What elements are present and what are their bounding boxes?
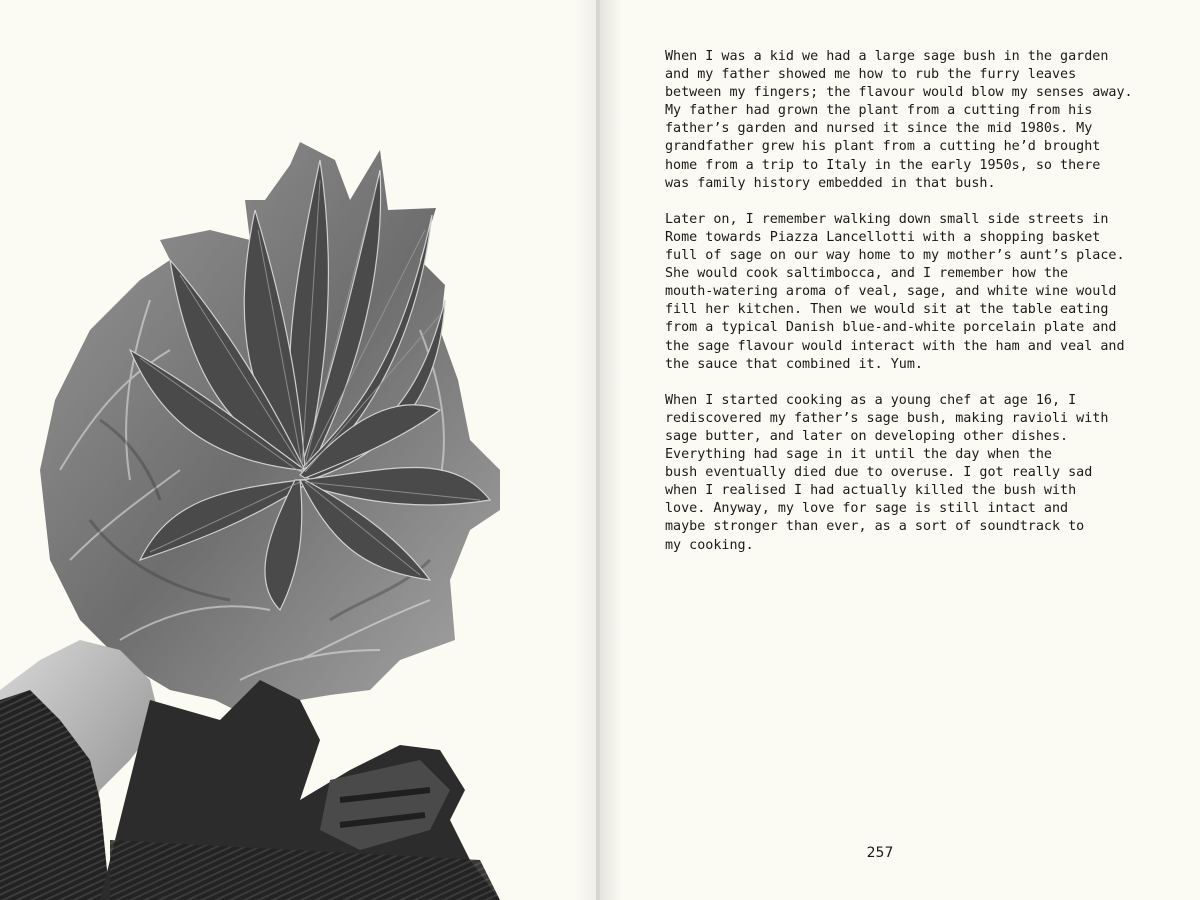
page-number: 257 <box>866 845 894 861</box>
paragraph-3: When I started cooking as a young chef at age 16, I rediscovered my father’s sage bush, making ravioli with sage butter, and later on developing other dishes. Everything had sage in it until the day when the bush eventually died due to overuse. I got really sad when I realised I had actually killed the bush with love. Anyway, my love for sage is still intact and maybe stronger than ever, as a sort of soundtrack to my cooking. <box>665 392 1109 553</box>
paragraph-2: Later on, I remember walking down small side streets in Rome towards Piazza Lancellotti with a shopping basket full of sage on our way home to my mother’s aunt’s place. She would cook saltimbocca, and I remember how the mouth-watering aroma of veal, sage, and white wine would fill her kitchen. Then we would sit at the table eating from a typical Danish blue-and-white porcelain plate and the sage flavour would interact with the ham and veal and the sauce that combined it. Yum. <box>665 211 1125 372</box>
body-text <box>665 48 1185 573</box>
right-page <box>600 0 1200 900</box>
paragraph-1: When I was a kid we had a large sage bush in the garden and my father showed me how to rub the furry leaves between my fingers; the flavour would blow my senses away. My father had grown the plant from a cutting from his father’s garden and nursed it since the mid 1980s. My grandfather grew his plant from a cutting he’d brought home from a trip to Italy in the early 1950s, so there was family history embedded in that bush. <box>665 49 1133 191</box>
